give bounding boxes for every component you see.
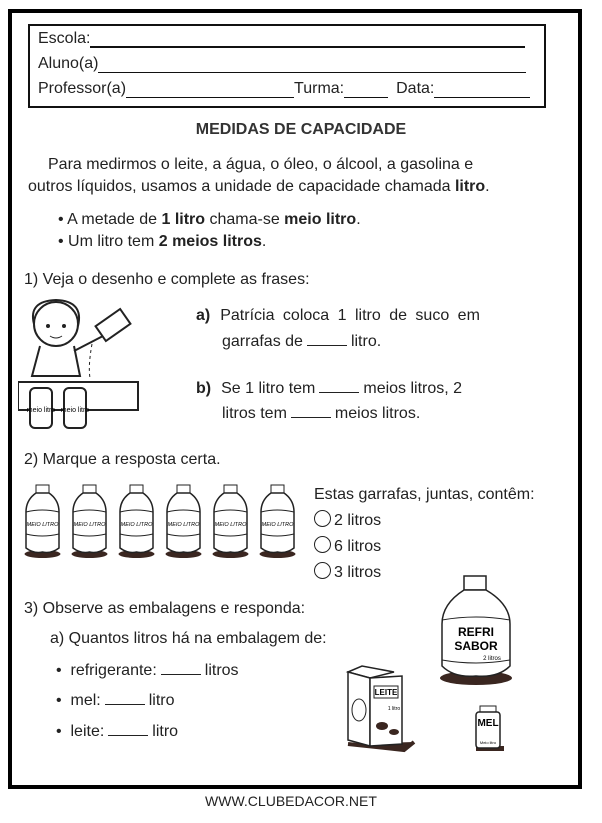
- bottle-label: MEIO LITRO: [261, 522, 294, 528]
- half-liter-bottle: [165, 484, 202, 558]
- soda-size: 2 litros: [483, 656, 501, 662]
- teacher-field[interactable]: Professor(a) Turma: Data:: [38, 80, 530, 98]
- bottle-label: MEIO LITRO: [120, 522, 153, 528]
- bottle-label: MEIO LITRO: [214, 522, 247, 528]
- question-3-title: 3) Observe as embalagens e responda:: [24, 600, 306, 617]
- question-1a: a) Patrícia coloca 1 litro de suco em: [196, 307, 480, 324]
- question-1-title: 1) Veja o desenho e complete as frases:: [24, 271, 310, 288]
- radio-button[interactable]: [314, 562, 331, 579]
- footer-website: WWW.CLUBEDACOR.NET: [205, 793, 377, 809]
- question-1b-line-2: litros tem meios litros.: [222, 405, 421, 422]
- radio-button[interactable]: [314, 510, 331, 527]
- radio-button[interactable]: [314, 536, 331, 553]
- bottle-label: meio litro: [26, 407, 56, 414]
- intro-line-2: outros líquidos, usamos a unidade de capacidade chamada litro.: [28, 178, 490, 195]
- milk-label: LEITE: [374, 688, 398, 697]
- bullet-1: • A metade de 1 litro chama-se meio litro.: [58, 211, 361, 228]
- teacher-line[interactable]: [126, 81, 294, 98]
- bullet-2: • Um litro tem 2 meios litros.: [58, 233, 267, 250]
- honey-size: Meio litro: [479, 740, 497, 745]
- question-1b: b) Se 1 litro tem meios litros, 2: [196, 380, 463, 397]
- item-refrigerante: • refrigerante: litros: [56, 662, 239, 679]
- date-line[interactable]: [434, 81, 530, 98]
- student-field[interactable]: Aluno(a): [38, 55, 526, 73]
- school-field[interactable]: Escola:: [38, 30, 525, 48]
- question-3a: a) Quantos litros há na embalagem de:: [50, 630, 327, 647]
- item-leite: • leite: litro: [56, 723, 179, 740]
- half-liter-bottle: [71, 484, 108, 558]
- answer-blank[interactable]: [319, 392, 359, 393]
- question-1a-line-2: garrafas de litro.: [222, 333, 382, 350]
- school-line[interactable]: [90, 30, 525, 48]
- half-liter-bottles: [24, 484, 296, 558]
- soda-label-1: REFRI: [458, 625, 494, 639]
- soda-label-2: SABOR: [454, 639, 498, 653]
- bottle-label: MEIO LITRO: [167, 522, 200, 528]
- answer-blank[interactable]: [105, 704, 145, 705]
- half-liter-bottle: [212, 484, 249, 558]
- honey-jar-illustration: [472, 704, 506, 752]
- honey-label: MEL: [477, 718, 499, 729]
- answer-blank[interactable]: [307, 345, 347, 346]
- item-mel: • mel: litro: [56, 692, 175, 709]
- half-liter-bottle: [24, 484, 61, 558]
- half-liter-bottle: [259, 484, 296, 558]
- option-2-liters[interactable]: 2 litros: [314, 510, 381, 530]
- student-info-box: [28, 24, 546, 108]
- bottle-label: meio litro: [60, 407, 90, 414]
- class-line[interactable]: [344, 81, 388, 98]
- answer-blank[interactable]: [161, 674, 201, 675]
- girl-pouring-juice-illustration: [18, 296, 143, 436]
- option-3-liters[interactable]: 3 litros: [314, 562, 381, 582]
- bottle-label: MEIO LITRO: [73, 522, 106, 528]
- bottle-label: MEIO LITRO: [26, 522, 59, 528]
- milk-size: 1 litro: [387, 706, 401, 712]
- question-2-prompt: Estas garrafas, juntas, contêm:: [314, 486, 535, 503]
- intro-line-1: Para medirmos o leite, a água, o óleo, o álcool, a gasolina e: [48, 156, 474, 173]
- page-title: MEDIDAS DE CAPACIDADE: [195, 121, 407, 138]
- milk-carton-illustration: [344, 664, 416, 756]
- student-line[interactable]: [98, 56, 526, 73]
- option-6-liters[interactable]: 6 litros: [314, 536, 381, 556]
- half-liter-bottle: [118, 484, 155, 558]
- soda-bottle-illustration: [436, 574, 516, 686]
- answer-blank[interactable]: [108, 735, 148, 736]
- answer-blank[interactable]: [291, 417, 331, 418]
- question-2-title: 2) Marque a resposta certa.: [24, 451, 221, 468]
